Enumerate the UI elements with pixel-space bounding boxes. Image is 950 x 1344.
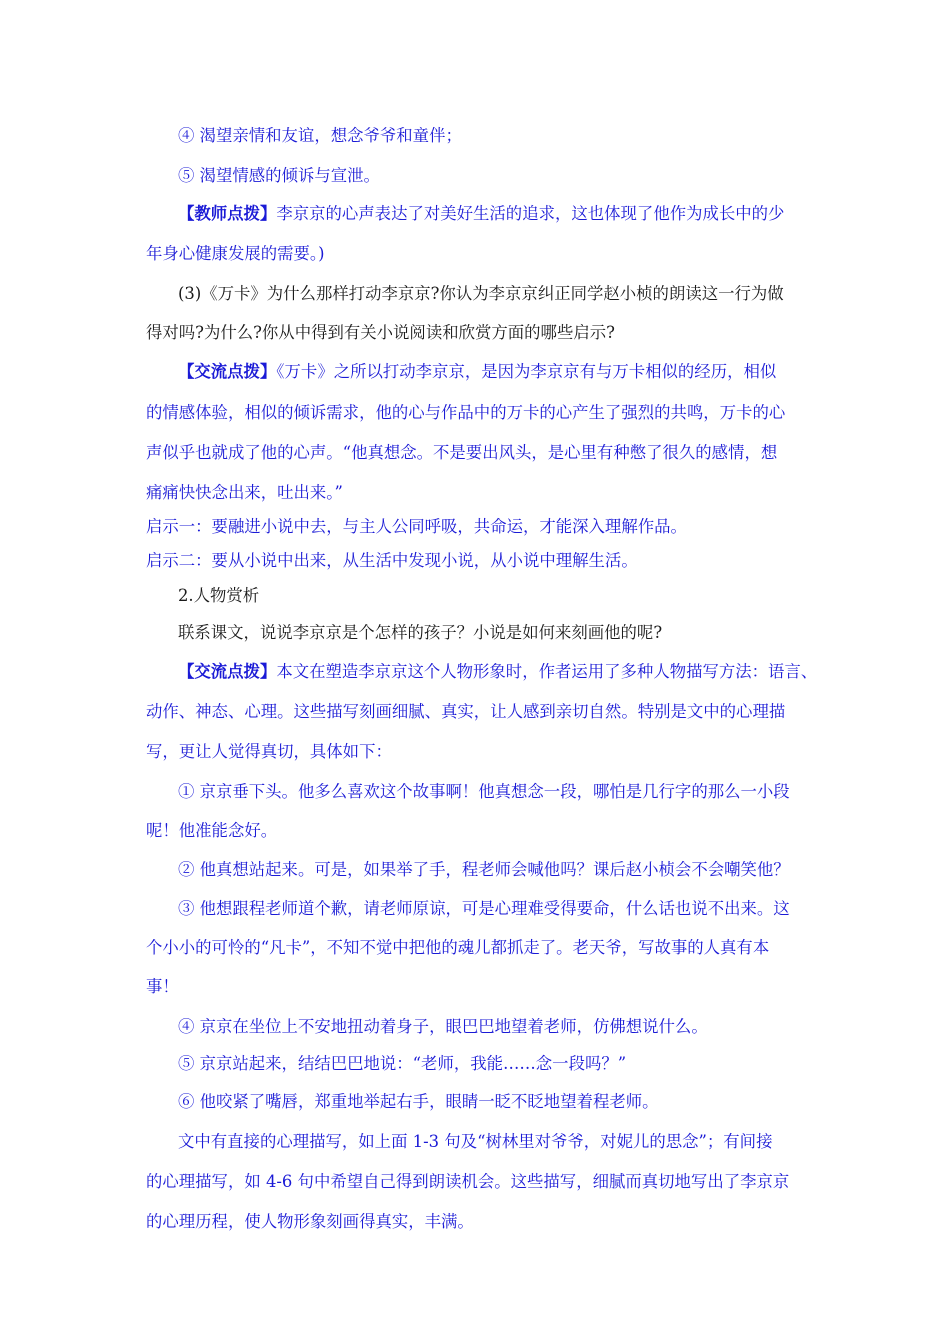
paragraph-line: 的情感体验，相似的倾诉需求，他的心与作品中的万卡的心产生了强烈的共鸣，万卡的心: [146, 403, 786, 422]
question-line: 联系课文，说说李京京是个怎样的孩子？小说是如何来刻画他的呢?: [178, 623, 663, 642]
list-item: ④ 渴望亲情和友谊，想念爷爷和童伴；: [178, 126, 462, 145]
question-line: (3)《万卡》为什么那样打动李京京?你认为李京京纠正同学赵小桢的朗读这一行为做: [178, 284, 784, 303]
teacher-guidance-paragraph: [178, 202, 784, 226]
list-item-continuation: 个小小的可怜的“凡卡”，不知不觉中把他的魂儿都抓走了。老天爷，写故事的人真有本: [146, 938, 770, 957]
teacher-guidance-tag: 【教师点拨】: [178, 204, 277, 223]
discussion-paragraph: [178, 360, 776, 384]
list-item: ① 京京垂下头。他多么喜欢这个故事啊！他真想念一段，哪怕是几行字的那么一小段: [178, 782, 790, 801]
section-heading: 2.人物赏析: [178, 586, 260, 605]
question-line: 得对吗?为什么?你从中得到有关小说阅读和欣赏方面的哪些启示?: [146, 323, 615, 342]
list-item: ⑥ 他咬紧了嘴唇，郑重地举起右手，眼睛一眨不眨地望着程老师。: [178, 1092, 659, 1111]
paragraph-text: 《万卡》之所以打动李京京，是因为李京京有与万卡相似的经历，相似: [276, 362, 777, 381]
paragraph-line: 年身心健康发展的需要。): [146, 244, 325, 263]
list-item: ④ 京京在坐位上不安地扭动着身子，眼巴巴地望着老师，仿佛想说什么。: [178, 1017, 708, 1036]
paragraph-line: 写，更让人觉得真切，具体如下：: [146, 742, 392, 761]
discussion-tag: 【交流点拨】: [178, 662, 277, 681]
insight-line: 启示一：要融进小说中去，与主人公同呼吸，共命运，才能深入理解作品。: [146, 517, 687, 536]
paragraph-line: 的心理描写，如 4-6 句中希望自己得到朗读机会。这些描写，细腻而真切地写出了李京京: [146, 1172, 790, 1191]
list-item: ⑤ 京京站起来，结结巴巴地说：“老师，我能……念一段吗？”: [178, 1054, 627, 1073]
list-item-continuation: 事！: [146, 977, 179, 996]
paragraph-line: 文中有直接的心理描写，如上面 1-3 句及“树林里对爷爷，对妮儿的思念”；有间接: [178, 1132, 773, 1151]
insight-line: 启示二：要从小说中出来，从生活中发现小说，从小说中理解生活。: [146, 551, 638, 570]
discussion-tag: 【交流点拨】: [178, 362, 277, 381]
paragraph-text: 李京京的心声表达了对美好生活的追求，这也体现了他作为成长中的少: [276, 204, 785, 223]
paragraph-line: 的心理历程，使人物形象刻画得真实，丰满。: [146, 1212, 474, 1231]
list-item: ② 他真想站起来。可是，如果举了手，程老师会喊他吗？课后赵小桢会不会嘲笑他？: [178, 860, 790, 879]
paragraph-line: 动作、神态、心理。这些描写刻画细腻、真实，让人感到亲切自然。特别是文中的心理描: [146, 702, 786, 721]
list-item: ③ 他想跟程老师道个歉，请老师原谅，可是心理难受得要命，什么话也说不出来。这: [178, 899, 790, 918]
paragraph-line: 痛痛快快念出来，吐出来。”: [146, 483, 343, 502]
list-item-continuation: 呢！他准能念好。: [146, 821, 278, 840]
paragraph-text: 本文在塑造李京京这个人物形象时，作者运用了多种人物描写方法：语言、: [276, 662, 818, 681]
paragraph-line: 声似乎也就成了他的心声。“他真想念。不是要出风头，是心里有种憋了很久的感情，想: [146, 443, 778, 462]
discussion-paragraph: [178, 660, 817, 684]
list-item: ⑤ 渴望情感的倾诉与宣泄。: [178, 166, 380, 185]
